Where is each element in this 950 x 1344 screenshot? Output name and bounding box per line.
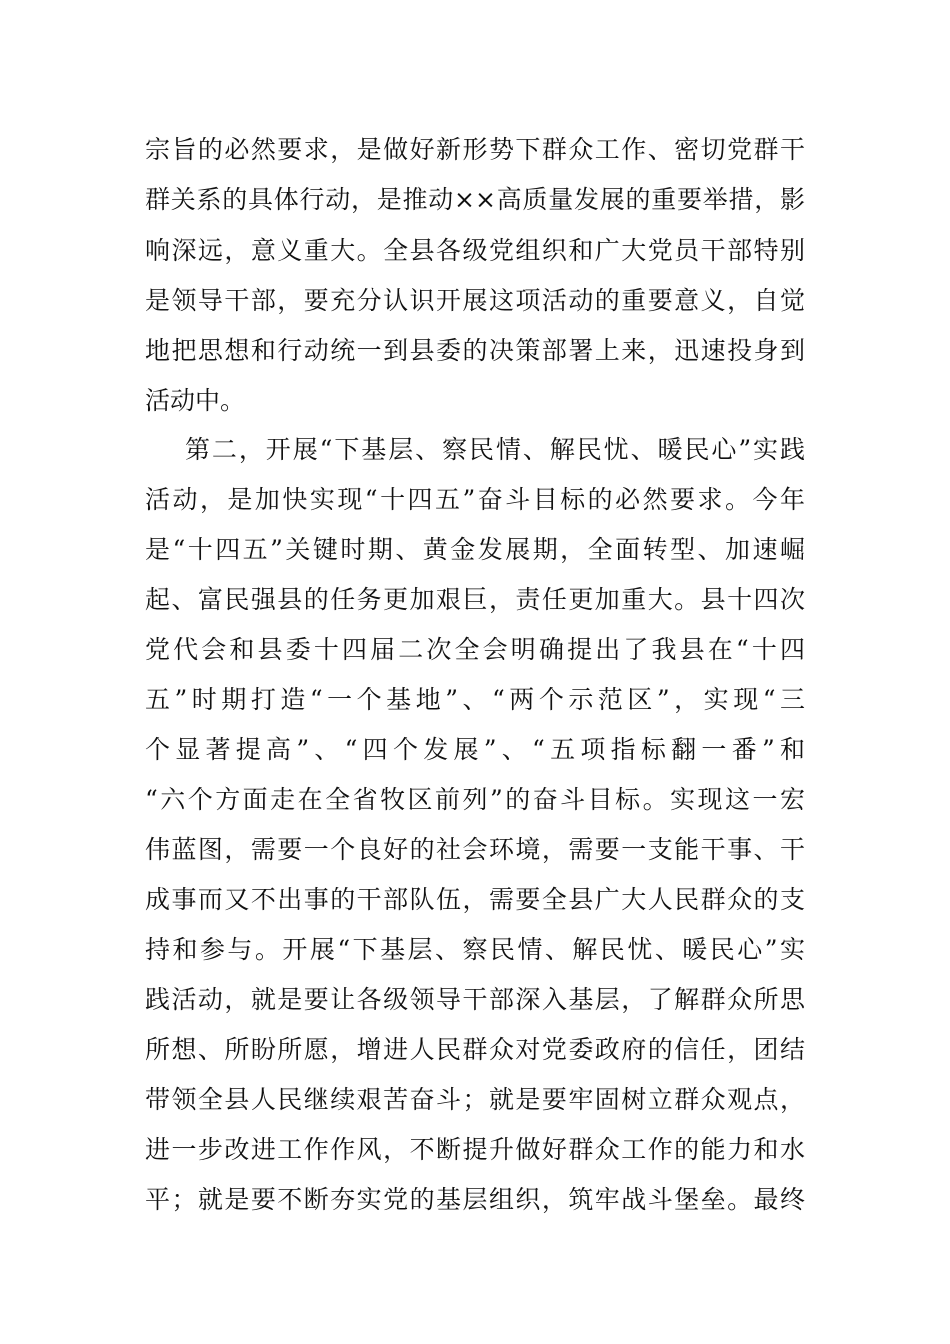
text-line: 持和参与。开展“下基层、察民情、解民忧、暖民心”实 [145,935,805,964]
text-line: 党代会和县委十四届二次全会明确提出了我县在“十四 [145,635,805,664]
text-line: 群关系的具体行动，是推动××高质量发展的重要举措，影 [145,185,805,214]
paragraph-start-line: 第二，开展“下基层、察民情、解民忧、暖民心”实践 [185,435,805,464]
text-line: 是领导干部，要充分认识开展这项活动的重要意义，自觉 [145,286,805,315]
text-line: 践活动，就是要让各级领导干部深入基层，了解群众所思 [145,985,805,1014]
text-line: 活动，是加快实现“十四五”奋斗目标的必然要求。今年 [145,485,805,514]
text-line: 起、富民强县的任务更加艰巨，责任更加重大。县十四次 [145,585,805,614]
text-line: 五”时期打造“一个基地”、“两个示范区”，实现“三 [145,685,805,714]
text-line: 个显著提高”、“四个发展”、“五项指标翻一番”和 [145,735,805,764]
text-line: 地把思想和行动统一到县委的决策部署上来，迅速投身到 [145,336,805,365]
text-line: 活动中。 [145,386,246,415]
text-line: 宗旨的必然要求，是做好新形势下群众工作、密切党群干 [145,135,805,164]
text-line: 所想、所盼所愿，增进人民群众对党委政府的信任，团结 [145,1035,805,1064]
text-line: 进一步改进工作作风，不断提升做好群众工作的能力和水 [145,1135,805,1164]
text-line: “六个方面走在全省牧区前列”的奋斗目标。实现这一宏 [145,785,805,814]
text-line: 平；就是要不断夯实党的基层组织，筑牢战斗堡垒。最终 [145,1185,805,1214]
text-line: 响深远，意义重大。全县各级党组织和广大党员干部特别 [145,236,805,265]
text-line: 成事而又不出事的干部队伍，需要全县广大人民群众的支 [145,885,805,914]
text-line: 伟蓝图，需要一个良好的社会环境，需要一支能干事、干 [145,835,805,864]
text-line: 带领全县人民继续艰苦奋斗；就是要牢固树立群众观点， [145,1085,805,1114]
text-line: 是“十四五”关键时期、黄金发展期，全面转型、加速崛 [145,535,805,564]
